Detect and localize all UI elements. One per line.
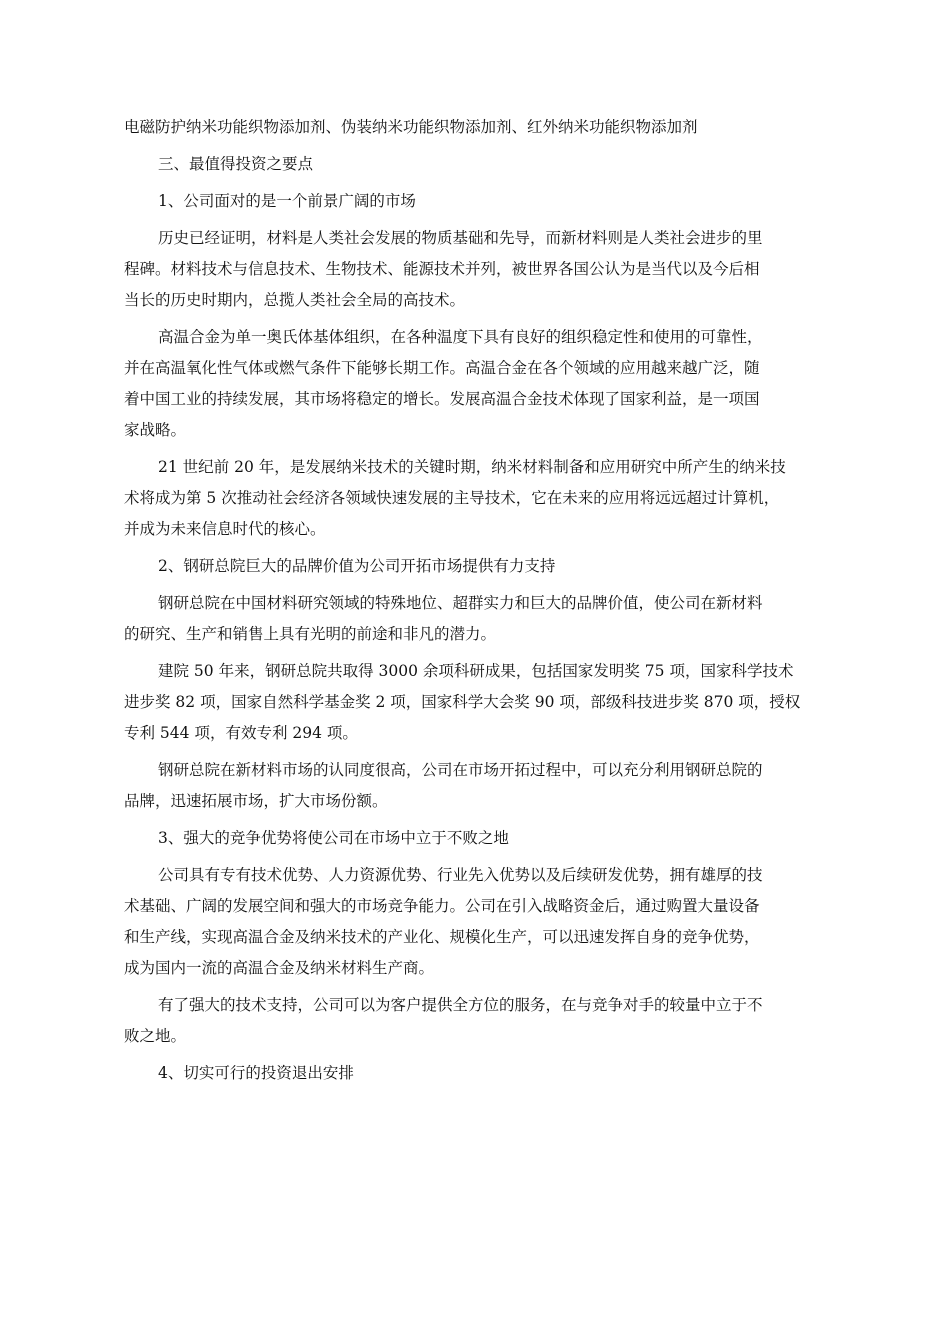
paragraph-line: 历史已经证明，材料是人类社会发展的物质基础和先导，而新材料则是人类社会进步的里 (158, 229, 763, 247)
paragraph-line: 品牌，迅速拓展市场，扩大市场份额。 (124, 792, 388, 810)
subsection-heading: 3、强大的竞争优势将使公司在市场中立于不败之地 (158, 829, 509, 847)
paragraph-line: 有了强大的技术支持，公司可以为客户提供全方位的服务，在与竞争对手的较量中立于不 (158, 996, 763, 1014)
paragraph-line: 和生产线，实现高温合金及纳米技术的产业化、规模化生产，可以迅速发挥自身的竞争优势， (124, 928, 760, 946)
subsection-heading: 4、切实可行的投资退出安排 (158, 1064, 354, 1082)
section-heading: 三、最值得投资之要点 (158, 155, 314, 173)
paragraph-line: 的研究、生产和销售上具有光明的前途和非凡的潜力。 (124, 625, 497, 643)
paragraph-line: 程碑。材料技术与信息技术、生物技术、能源技术并列，被世界各国公认为是当代以及今后相 (124, 260, 760, 278)
text-line: 电磁防护纳米功能织物添加剂、伪装纳米功能织物添加剂、红外纳米功能织物添加剂 (124, 118, 698, 136)
subsection-heading: 2、钢研总院巨大的品牌价值为公司开拓市场提供有力支持 (158, 557, 556, 575)
paragraph-line: 术基础、广阔的发展空间和强大的市场竞争能力。公司在引入战略资金后，通过购置大量设备 (124, 897, 760, 915)
paragraph-line: 并在高温氧化性气体或燃气条件下能够长期工作。高温合金在各个领域的应用越来越广泛，随 (124, 359, 760, 377)
paragraph-line: 着中国工业的持续发展，其市场将稳定的增长。发展高温合金技术体现了国家利益，是一项国 (124, 390, 760, 408)
paragraph-line: 并成为未来信息时代的核心。 (124, 520, 326, 538)
paragraph-line: 钢研总院在中国材料研究领域的特殊地位、超群实力和巨大的品牌价值，使公司在新材料 (158, 594, 763, 612)
paragraph-line: 家战略。 (124, 421, 187, 439)
paragraph-line: 当长的历史时期内，总揽人类社会全局的高技术。 (124, 291, 466, 309)
paragraph-line: 专利 544 项，有效专利 294 项。 (124, 724, 358, 742)
paragraph-line: 进步奖 82 项，国家自然科学基金奖 2 项，国家科学大会奖 90 项，部级科技进步奖 870 项，授权 (124, 693, 801, 711)
paragraph-line: 21 世纪前 20 年，是发展纳米技术的关键时期，纳米材料制备和应用研究中所产生的纳米技 (158, 458, 786, 476)
paragraph-line: 成为国内一流的高温合金及纳米材料生产商。 (124, 959, 435, 977)
subsection-heading: 1、公司面对的是一个前景广阔的市场 (158, 192, 416, 210)
paragraph-line: 败之地。 (124, 1027, 187, 1045)
document-page (124, 112, 830, 1089)
paragraph-line: 术将成为第 5 次推动社会经济各领域快速发展的主导技术，它在未来的应用将远远超过计算机， (124, 489, 780, 507)
paragraph-line: 公司具有专有技术优势、人力资源优势、行业先入优势以及后续研发优势，拥有雄厚的技 (158, 866, 763, 884)
paragraph-line: 建院 50 年来，钢研总院共取得 3000 余项科研成果，包括国家发明奖 75 项，国家科学技术 (158, 662, 794, 680)
paragraph-line: 高温合金为单一奥氏体基体组织，在各种温度下具有良好的组织稳定性和使用的可靠性， (158, 328, 763, 346)
paragraph-line: 钢研总院在新材料市场的认同度很高，公司在市场开拓过程中，可以充分利用钢研总院的 (158, 761, 763, 779)
